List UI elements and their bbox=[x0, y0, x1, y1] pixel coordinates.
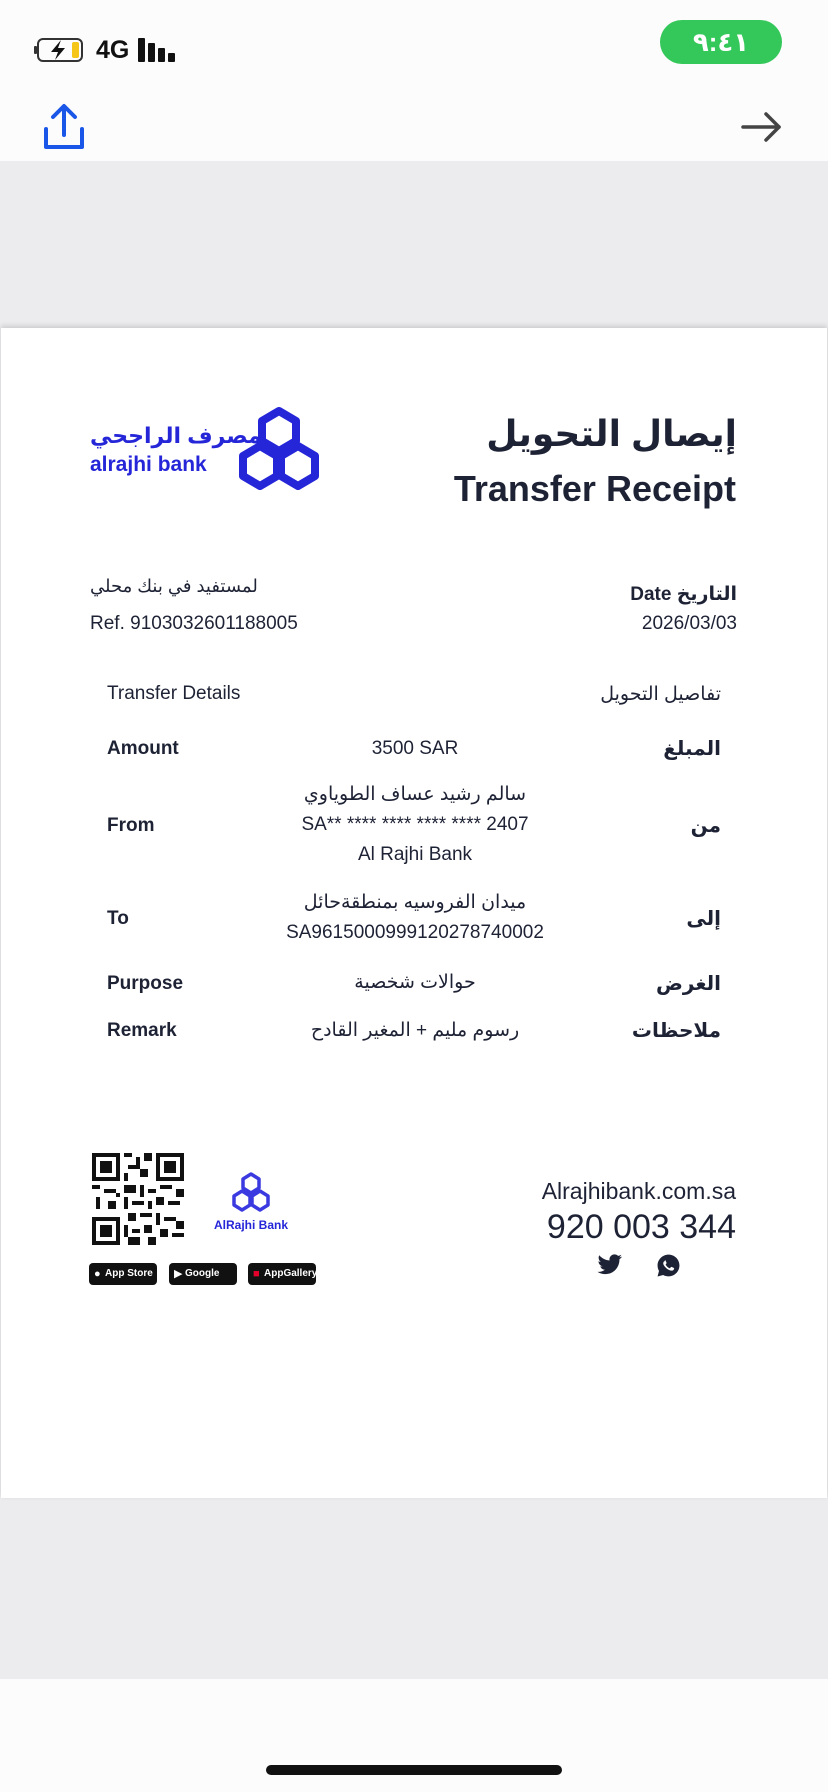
alrajhi-logo-icon bbox=[234, 406, 324, 492]
from-account: SA** **** **** **** **** 2407 bbox=[301, 814, 529, 835]
from-bank: Al Rajhi Bank bbox=[357, 844, 473, 865]
nav-bar bbox=[0, 95, 828, 161]
website-link[interactable]: Alrajhibank.com.sa bbox=[541, 1178, 736, 1204]
qr-code-icon[interactable] bbox=[92, 1153, 184, 1245]
app-gallery-badge[interactable] bbox=[248, 1263, 316, 1285]
whatsapp-icon[interactable] bbox=[656, 1253, 681, 1278]
receipt-title-ar: إيصال التحويل bbox=[486, 413, 737, 454]
transfer-details-heading-ar: تفاصيل التحويل bbox=[600, 684, 721, 705]
to-value bbox=[215, 888, 615, 948]
receipt-title-en: Transfer Receipt bbox=[453, 468, 736, 509]
to-iban: SA9615000999120278740002 bbox=[286, 922, 544, 943]
app-store-label: App Store bbox=[105, 1268, 153, 1279]
amount-label-ar: المبلغ bbox=[663, 738, 721, 760]
app-store-badge[interactable] bbox=[89, 1263, 157, 1285]
from-value bbox=[215, 780, 615, 870]
bank-name-ar: مصرف الراجحي bbox=[90, 423, 262, 448]
play-icon: ▶ bbox=[174, 1268, 183, 1280]
remark-value: رسوم مليم + المغير القادح bbox=[310, 1020, 520, 1041]
purpose-value: حوالات شخصية bbox=[354, 972, 476, 993]
apple-icon: ● bbox=[94, 1268, 101, 1280]
from-label-en: From bbox=[107, 815, 155, 836]
phone-number[interactable]: 920 003 344 bbox=[546, 1208, 736, 1246]
to-label-ar: إلى bbox=[686, 908, 721, 930]
remark-label-ar: ملاحظات bbox=[631, 1020, 721, 1042]
network-type: 4G bbox=[96, 36, 130, 64]
home-indicator[interactable] bbox=[266, 1765, 562, 1775]
amount-value: 3500 SAR bbox=[371, 738, 459, 759]
transfer-details-heading-en: Transfer Details bbox=[107, 683, 241, 704]
receipt-card bbox=[1, 328, 827, 1498]
status-time: ٩:٤١ bbox=[660, 20, 782, 64]
mini-logo-label: AlRajhi Bank bbox=[213, 1218, 288, 1232]
from-name: سالم رشيد عساف الطوياوي bbox=[303, 784, 527, 805]
bank-name-en: alrajhi bank bbox=[90, 453, 207, 476]
battery-charging-icon bbox=[34, 37, 88, 63]
app-gallery-label: AppGallery bbox=[264, 1268, 318, 1279]
share-upload-icon[interactable] bbox=[40, 101, 88, 153]
twitter-icon[interactable] bbox=[597, 1254, 623, 1276]
purpose-label-en: Purpose bbox=[107, 973, 184, 994]
date-value: 2026/03/03 bbox=[641, 613, 737, 634]
arrow-right-icon[interactable] bbox=[740, 107, 784, 147]
google-play-label: Google play bbox=[185, 1268, 220, 1301]
amount-label-en: Amount bbox=[107, 738, 179, 759]
huawei-icon: ■ bbox=[253, 1268, 260, 1280]
signal-bars-icon bbox=[138, 38, 178, 62]
remark-label-en: Remark bbox=[107, 1020, 177, 1041]
reference-number: Ref. 9103032601188005 bbox=[90, 613, 298, 634]
alrajhi-mini-logo-icon bbox=[214, 1168, 288, 1218]
to-name: ميدان الفروسيه بمنطقةحائل bbox=[303, 892, 527, 913]
beneficiary-type: لمستفيد في بنك محلي bbox=[90, 576, 258, 596]
purpose-label-ar: الغرض bbox=[656, 973, 721, 995]
from-label-ar: من bbox=[690, 815, 721, 837]
to-label-en: To bbox=[107, 908, 129, 929]
status-bar bbox=[0, 0, 828, 95]
date-label: Date التاريخ bbox=[630, 584, 737, 605]
google-play-badge[interactable] bbox=[169, 1263, 237, 1301]
